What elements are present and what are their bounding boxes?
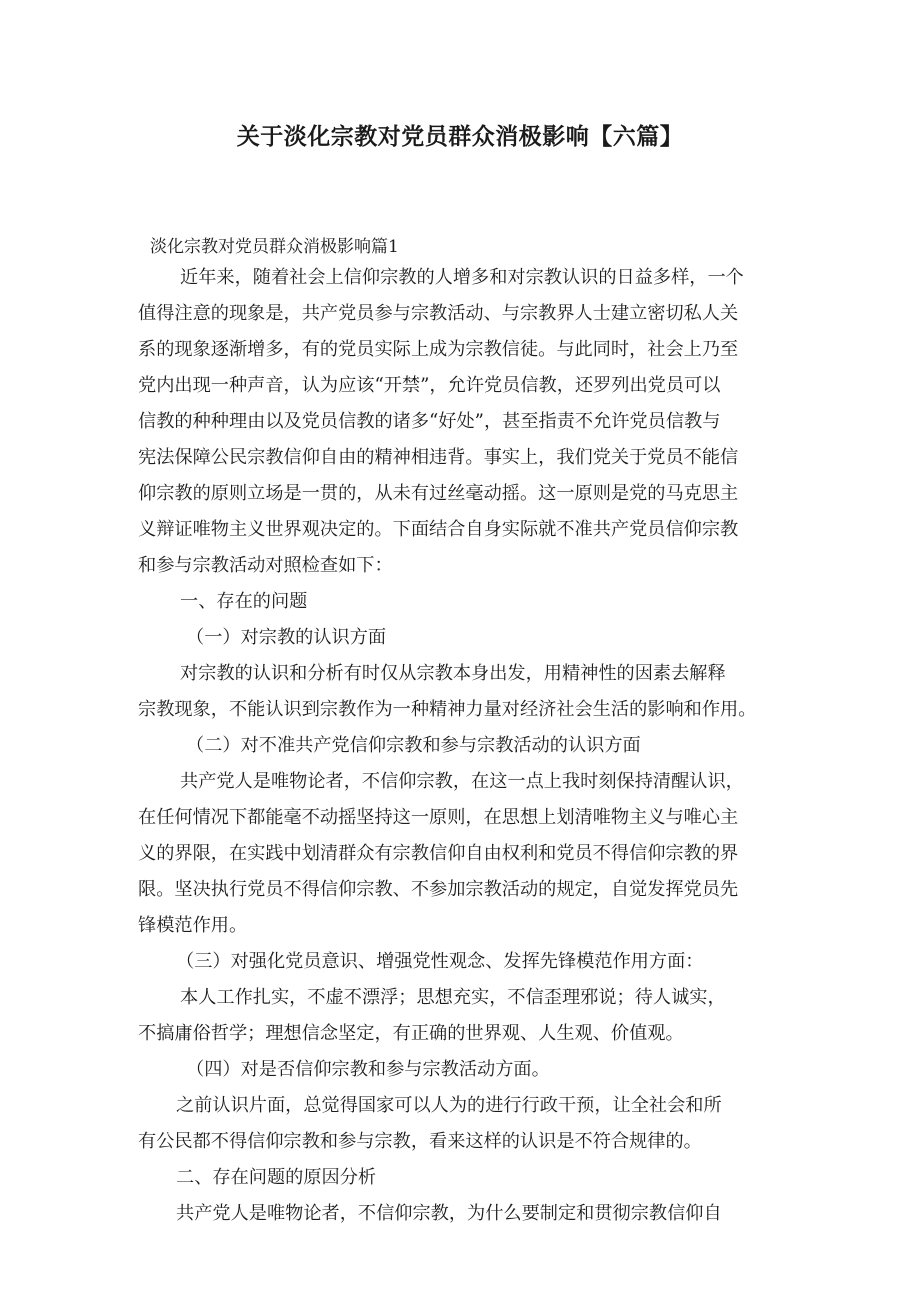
paragraph-line: 值得注意的现象是，共产党员参与宗教活动、与宗教界人士建立密切私人关: [138, 303, 739, 324]
section-heading-1: 一、存在的问题: [180, 591, 308, 612]
paragraph-line: 党内出现一种声音，认为应该“开禁”，允许党员信教，还罗列出党员可以: [138, 375, 721, 396]
paragraph-line: 之前认识片面，总觉得国家可以人为的进行行政干预，让全社会和所: [176, 1095, 722, 1116]
paragraph-line: 系的现象逐渐增多，有的党员实际上成为宗教信徒。与此同时，社会上乃至: [138, 339, 739, 360]
subsection-heading: （三）对强化党员意识、增强党性观念、发挥先锋模范作用方面：: [176, 951, 704, 972]
subsection-heading: （二）对不准共产党信仰宗教和参与宗教活动的认识方面: [186, 735, 641, 756]
paragraph-line: 对宗教的认识和分析有时仅从宗教本身出发，用精神性的因素去解释: [180, 663, 726, 684]
paragraph-line: 在任何情况下都能毫不动摇坚持这一原则，在思想上划清唯物主义与唯心主: [138, 807, 739, 828]
paragraph-line: 仰宗教的原则立场是一贯的，从未有过丝毫动摇。这一原则是党的马克思主: [138, 483, 739, 504]
section-heading-2: 二、存在问题的原因分析: [176, 1167, 377, 1188]
paragraph-line: 和参与宗教活动对照检查如下：: [138, 555, 393, 576]
subsection-heading: （四）对是否信仰宗教和参与宗教活动方面。: [186, 1059, 550, 1080]
paragraph-line: 本人工作扎实，不虚不漂浮；思想充实，不信歪理邪说；待人诚实，: [180, 987, 726, 1008]
paragraph-line: 近年来，随着社会上信仰宗教的人增多和对宗教认识的日益多样，一个: [180, 267, 744, 288]
paragraph-line: 不搞庸俗哲学；理想信念坚定，有正确的世界观、人生观、价值观。: [138, 1023, 684, 1044]
section-heading: 淡化宗教对党员群众消极影响篇1: [150, 237, 399, 257]
paragraph-line: 义的界限，在实践中划清群众有宗教信仰自由权利和党员不得信仰宗教的界: [138, 843, 739, 864]
paragraph-line: 宪法保障公民宗教信仰自由的精神相违背。事实上，我们党关于党员不能信: [138, 447, 739, 468]
paragraph-line: 信教的种种理由以及党员信教的诸多“好处”，甚至指责不允许党员信教与: [138, 411, 721, 432]
paragraph-line: 宗教现象，不能认识到宗教作为一种精神力量对经济社会生活的影响和作用。: [138, 699, 757, 720]
document-title: 关于淡化宗教对党员群众消极影响【六篇】: [236, 124, 684, 150]
paragraph-line: 限。坚决执行党员不得信仰宗教、不参加宗教活动的规定，自觉发挥党员先: [138, 879, 739, 900]
subsection-heading: （一）对宗教的认识方面: [186, 627, 387, 648]
paragraph-line: 共产党人是唯物论者，不信仰宗教，在这一点上我时刻保持清醒认识，: [180, 771, 744, 792]
paragraph-line: 义辩证唯物主义世界观决定的。下面结合自身实际就不准共产党员信仰宗教: [138, 519, 739, 540]
paragraph-line: 锋模范作用。: [138, 915, 248, 936]
paragraph-line: 有公民都不得信仰宗教和参与宗教，看来这样的认识是不符合规律的。: [138, 1131, 702, 1152]
paragraph-line: 共产党人是唯物论者，不信仰宗教，为什么要制定和贯彻宗教信仰自: [176, 1203, 722, 1224]
